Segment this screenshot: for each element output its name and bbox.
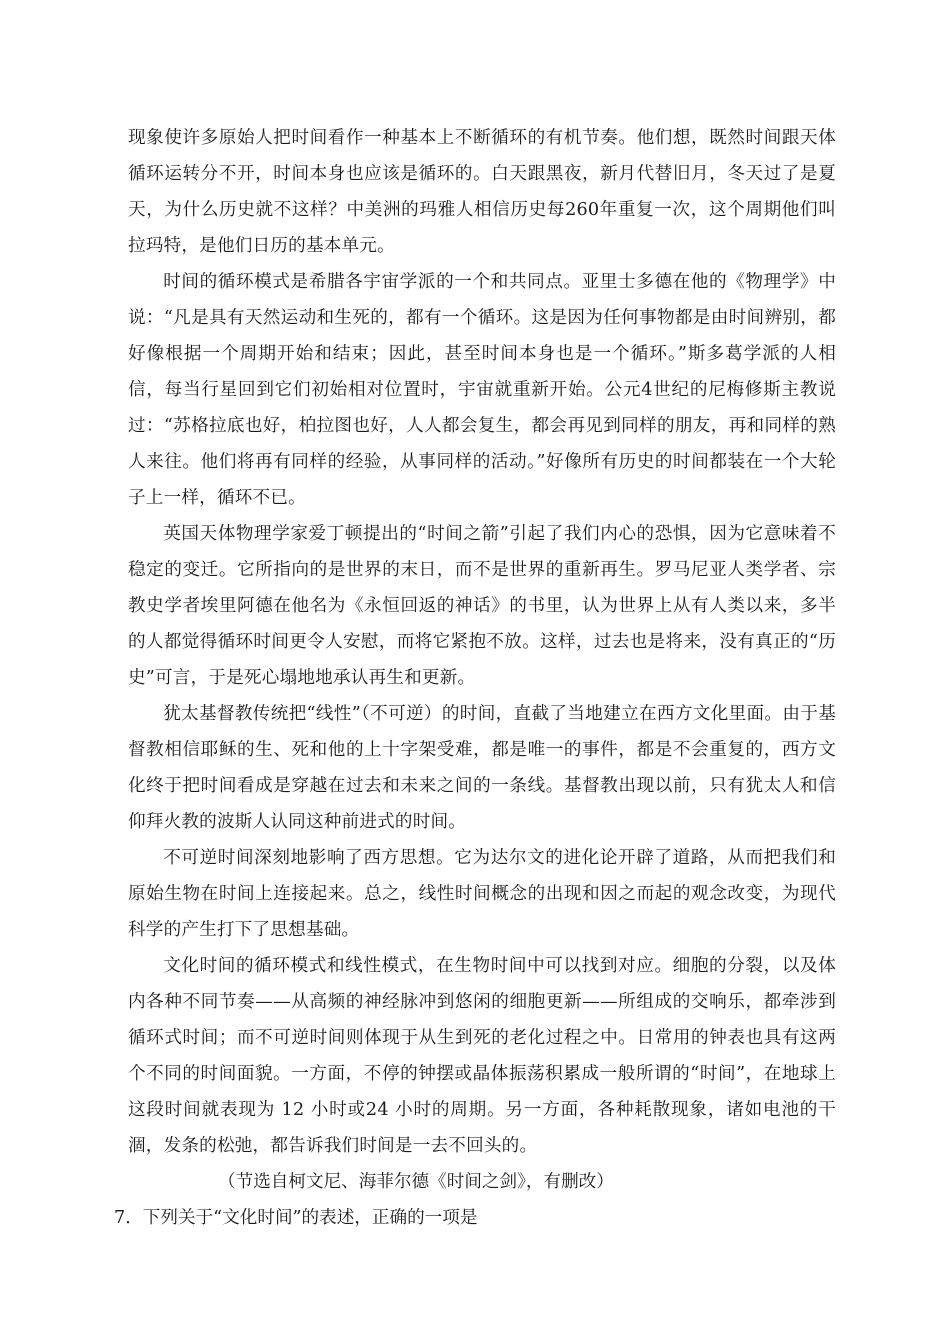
source-citation: （节选自柯文尼、海菲尔德《时间之剑》，有删改） xyxy=(218,1172,614,1192)
article-paragraph-4: 犹太基督教传统把“线性”（不可逆）的时间，直截了当地建立在西方文化里面。由于基督教相信耶稣的生、死和他的上十字架受难，都是唯一的事件，都是不会重复的，西方文化终于把时间看成是穿越在过去和未来之间的一条线。基督教出现以前，只有犹太人和信仰拜火教的波斯人认同这种前进式的时间。 xyxy=(128,704,836,832)
article-paragraph-5: 不可逆时间深刻地影响了西方思想。它为达尔文的进化论开辟了道路，从而把我们和原始生物在时间上连接起来。总之，线性时间概念的出现和因之而起的观念改变，为现代科学的产生打下了思想基础。 xyxy=(128,848,836,940)
article-paragraph-3: 英国天体物理学家爱丁顿提出的“时间之箭”引起了我们内心的恐惧，因为它意味着不稳定的变迁。它所指向的是世界的末日，而不是世界的重新再生。罗马尼亚人类学者、宗教史学者埃里阿德在他名为《永恒回返的神话》的书里，认为世界上从有人类以来，多半的人都觉得循环时间更令人安慰，而将它紧抱不放。这样，过去也是将来，没有真正的“历史”可言，于是死心塌地地承认再生和更新。 xyxy=(128,524,836,688)
article-paragraph-2: 时间的循环模式是希腊各宇宙学派的一个和共同点。亚里士多德在他的《物理学》中说：“凡是具有天然运动和生死的，都有一个循环。这是因为任何事物都是由时间辨别，都好像根据一个周期开始和结束；因此，甚至时间本身也是一个循环。”斯多葛学派的人相信，每当行星回到它们初始相对位置时，宇宙就重新开始。公元4世纪的尼梅修斯主教说过：“苏格拉底也好，柏拉图也好，人人都会复生，都会再见到同样的朋友，再和同样的熟人来往。他们将再有同样的经验，从事同样的活动。”好像所有历史的时间都装在一个大轮子上一样，循环不已。 xyxy=(128,272,836,508)
document-page xyxy=(114,120,836,1236)
question-7: 7．下列关于“文化时间”的表述，正确的一项是 xyxy=(114,1208,478,1228)
article-paragraph-1: 现象使许多原始人把时间看作一种基本上不断循环的有机节奏。他们想，既然时间跟天体循环运转分不开，时间本身也应该是循环的。白天跟黑夜，新月代替旧月，冬天过了是夏天，为什么历史就不这样？中美洲的玛雅人相信历史每260年重复一次，这个周期他们叫拉玛特，是他们日历的基本单元。 xyxy=(128,128,836,256)
article-paragraph-6: 文化时间的循环模式和线性模式，在生物时间中可以找到对应。细胞的分裂，以及体内各种不同节奏——从高频的神经脉冲到悠闲的细胞更新——所组成的交响乐，都牵涉到循环式时间；而不可逆时间则体现于从生到死的老化过程之中。日常用的钟表也具有这两个不同的时间面貌。一方面，不停的钟摆或晶体振荡积累成一般所谓的“时间”，在地球上这段时间就表现为 12 小时或24 小时的周期。另一方面，各种耗散现象，诸如电池的干涸，发条的松弛，都告诉我们时间是一去不回头的。 xyxy=(128,956,836,1156)
